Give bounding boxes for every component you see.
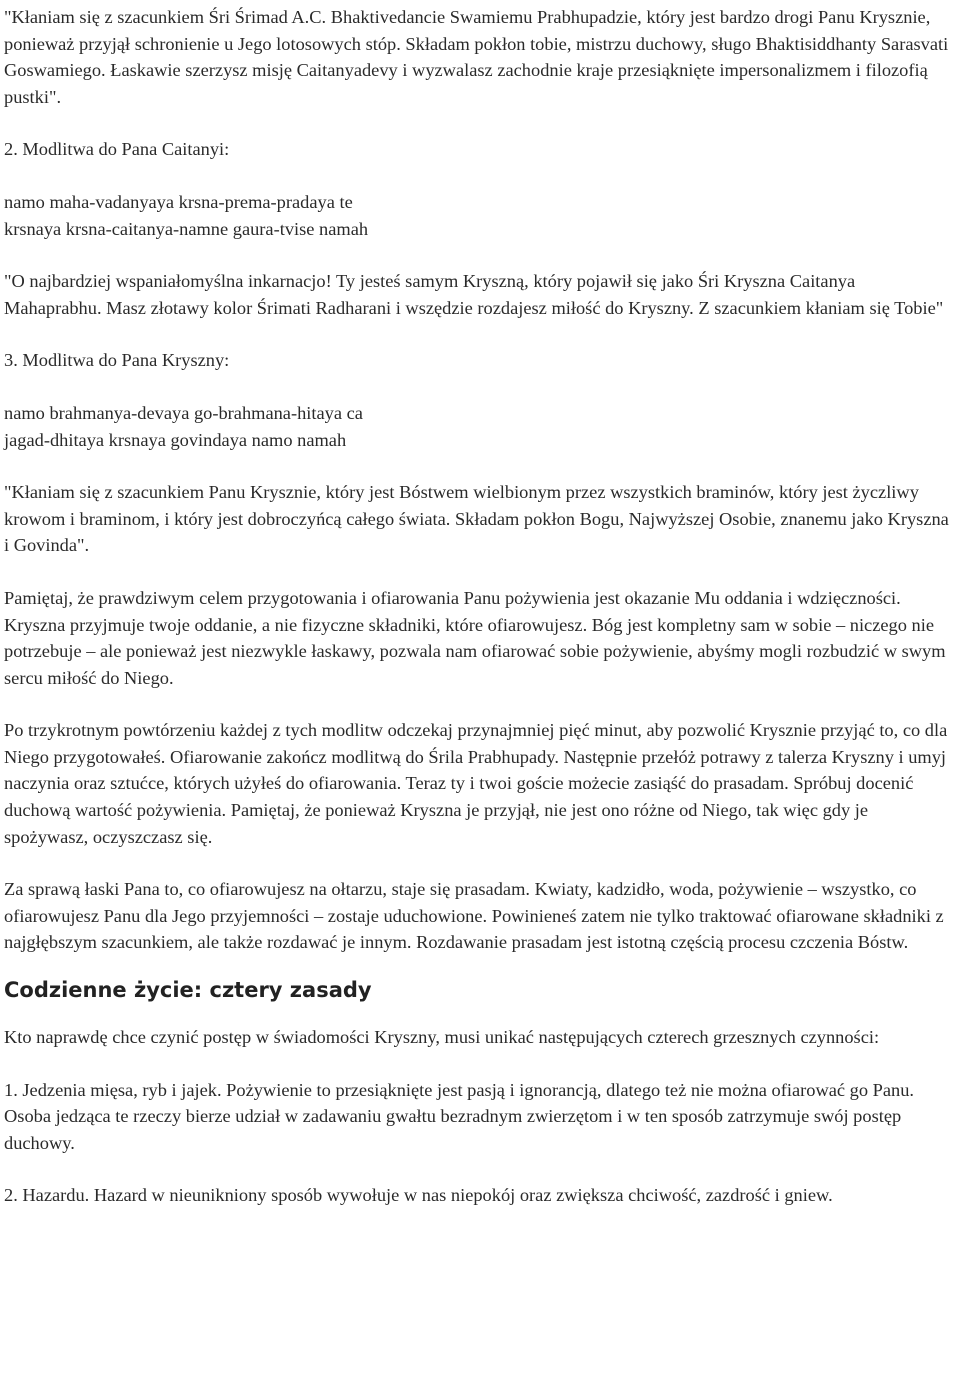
- mantra-line-1: namo maha-vadanyaya krsna-prema-pradaya te: [4, 191, 353, 212]
- spacer: [4, 321, 960, 347]
- paragraph-after-prayers: Po trzykrotnym powtórzeniu każdej z tych modlitw odczekaj przynajmniej pięć minut, aby pozwolić Krysznie przyjąć to, co dla Niego przygotowałeś. Ofiarowanie zakończ modlitwą do Śrila Prabhupady. Następnie przełóż potrawy z talerza Kryszny i umyj naczynia oraz sztućce, których użyłeś do ofiarowania. Teraz ty i twoi goście możecie zasiąść do prasadam. Spróbuj docenić duchową wartość pożywienia. Pamiętaj, że ponieważ Kryszna je przyjął, nie jest ono różne od Niego, tak więc gdy je spożywasz, oczyszczasz się.: [4, 720, 948, 847]
- spacer: [4, 110, 960, 136]
- spacer: [4, 691, 960, 717]
- mantra-line-3: namo brahmanya-devaya go-brahmana-hitaya ca: [4, 402, 363, 423]
- spacer: [4, 850, 960, 876]
- spacer: [4, 1156, 960, 1182]
- paragraph-krishna-heading: 3. Modlitwa do Pana Kryszny:: [4, 350, 230, 371]
- paragraph-prasadam: Za sprawą łaski Pana to, co ofiarowujesz na ołtarzu, staje się prasadam. Kwiaty, kadzidło, woda, pożywienie – wszystko, co ofiarowujesz Panu dla Jego przyjemności – zostaje uduchowione. Powinieneś zatem nie tylko traktować ofiarowane składniki z najgłębszym szacunkiem, ale także rozdawać je innym. Rozdawanie prasadam jest istotną częścią procesu czczenia Bóstw.: [4, 879, 944, 953]
- paragraph-caitanya-translation: "O najbardziej wspaniałomyślna inkarnacjo! Ty jesteś samym Kryszną, który pojawił się jako Śri Kryszna Caitanya Mahaprabhu. Masz złotawy kolor Śrimati Radharani i wszędzie rozdajesz miłość do Kryszny. Z szacunkiem kłaniam się Tobie": [4, 271, 944, 318]
- spacer: [4, 163, 960, 189]
- spacer: [4, 559, 960, 585]
- paragraph-prabhupada-prayer: "Kłaniam się z szacunkiem Śri Śrimad A.C. Bhaktivedancie Swamiemu Prabhupadzie, który jest bardzo drogi Panu Krysznie, ponieważ przyjął schronienie u Jego lotosowych stóp. Składam pokłon tobie, mistrzu duchowy, sługo Bhaktisiddhanty Sarasvati Goswamiego. Łaskawie szerzysz misję Caitanyadevy i wyzwalasz zachodnie kraje przesiąknięte impersonalizmem i filozofią pustki".: [4, 7, 949, 107]
- paragraph-principle-2: 2. Hazardu. Hazard w nieunikniony sposób wywołuje w nas niepokój oraz zwiększa chciwość, zazdrość i gniew.: [4, 1185, 833, 1206]
- mantra-line-4: jagad-dhitaya krsnaya govindaya namo namah: [4, 429, 347, 450]
- paragraph-purpose-of-offering: Pamiętaj, że prawdziwym celem przygotowania i ofiarowania Panu pożywienia jest okazanie Mu oddania i wdzięczności. Kryszna przyjmuje twoje oddanie, a nie fizyczne składniki, które ofiarowujesz. Bóg jest kompletny sam w sobie – niczego nie potrzebuje – ale ponieważ jest niezwykle łaskawy, pozwala nam ofiarować sobie pożywienie, abyśmy mogli rozbudzić w swym sercu miłość do Niego.: [4, 587, 946, 688]
- spacer: [4, 1051, 960, 1077]
- paragraph-krishna-translation: "Kłaniam się z szacunkiem Panu Krysznie, który jest Bóstwem wielbionym przez wszystkich braminów, który jest życzliwy krowom i braminom, i który jest dobroczyńcą całego świata. Składam pokłon Bogu, Najwyższej Osobie, znanemu jako Kryszna i Govinda".: [4, 482, 949, 556]
- section-heading: Codzienne życie: cztery zasady: [4, 978, 372, 1003]
- mantra-line-2: krsnaya krsna-caitanya-namne gaura-tvise namah: [4, 218, 369, 239]
- paragraph-four-principles-intro: Kto naprawdę chce czynić postęp w świadomości Kryszny, musi unikać następujących czterech grzesznych czynności:: [4, 1027, 880, 1048]
- spacer: [4, 1004, 960, 1024]
- paragraph-caitanya-heading: 2. Modlitwa do Pana Caitanyi:: [4, 139, 230, 160]
- spacer: [4, 242, 960, 268]
- spacer: [4, 956, 960, 976]
- spacer: [4, 453, 960, 479]
- spacer: [4, 374, 960, 400]
- paragraph-principle-1: 1. Jedzenia mięsa, ryb i jajek. Pożywienie to przesiąknięte jest pasją i ignorancją, dlatego też nie można ofiarować go Panu. Osoba jedząca te rzeczy bierze udział w zadawaniu gwałtu bezradnym zwierzętom i w ten sposób zatrzymuje swój postęp duchowy.: [4, 1079, 915, 1153]
